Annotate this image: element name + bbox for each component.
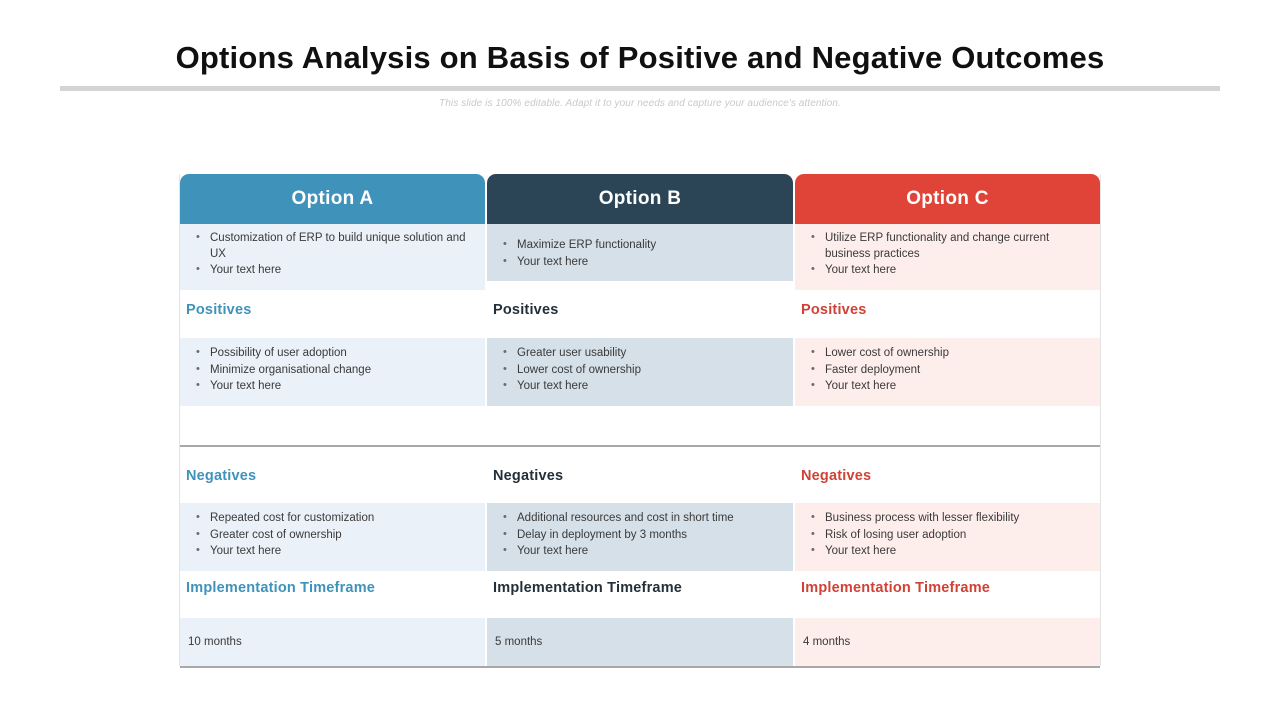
option-a-timeframe-value: 10 months — [180, 618, 485, 666]
option-c-positives-panel — [795, 338, 1100, 406]
option-a-negatives-panel — [180, 503, 485, 571]
option-a-positives-panel — [180, 338, 485, 406]
list-item: • Your text here — [190, 263, 473, 279]
implementation-label-cell-b — [487, 580, 793, 596]
implementation-cell-a — [180, 618, 485, 666]
implementation-row — [180, 618, 1100, 666]
negatives-label-c: Negatives — [801, 468, 872, 484]
negatives-label-cell-b — [487, 468, 793, 484]
section-divider — [180, 445, 1100, 447]
list-item: • Your text here — [497, 379, 781, 395]
option-b-intro-panel — [487, 224, 793, 281]
list-item: • Business process with lesser flexibility — [805, 511, 1088, 527]
list-item: • Your text here — [190, 544, 473, 560]
positives-cell-a — [180, 338, 485, 406]
list-item: • Greater cost of ownership — [190, 528, 473, 544]
intro-cell-a — [180, 224, 485, 290]
negatives-label-cell-a — [180, 468, 485, 484]
list-item: • Utilize ERP functionality and change current business practices — [805, 231, 1088, 262]
implementation-label-b: Implementation Timeframe — [493, 580, 683, 596]
positives-label-cell-a — [180, 302, 485, 318]
implementation-label-cell-a — [180, 580, 485, 596]
option-c-negatives-list — [805, 511, 1088, 560]
implementation-cell-c — [795, 618, 1100, 666]
implementation-label-cell-c — [795, 580, 1100, 596]
page-title: Options Analysis on Basis of Positive and Negative Outcomes — [175, 40, 1105, 75]
option-b-intro-list — [497, 238, 781, 270]
implementation-cell-b — [487, 618, 793, 666]
list-item: • Your text here — [190, 379, 473, 395]
options-comparison-table — [180, 150, 1100, 670]
negatives-cell-a — [180, 503, 485, 571]
list-item: • Lower cost of ownership — [497, 363, 781, 379]
option-b-negatives-list — [497, 511, 781, 560]
implementation-label-row — [180, 580, 1100, 596]
positives-label-b: Positives — [493, 302, 559, 318]
table-bottom-divider — [180, 666, 1100, 668]
option-c-positives-list — [805, 346, 1088, 395]
intro-cell-b — [487, 224, 793, 290]
option-b-timeframe-value: 5 months — [487, 618, 793, 666]
option-a-negatives-list — [190, 511, 473, 560]
list-item: • Greater user usability — [497, 346, 781, 362]
column-option-b — [487, 174, 793, 224]
list-item: • Minimize organisational change — [190, 363, 473, 379]
column-option-c — [795, 174, 1100, 224]
list-item: • Additional resources and cost in short time — [497, 511, 781, 527]
negatives-row — [180, 503, 1100, 571]
table-right-edge — [1100, 174, 1101, 666]
option-a-header[interactable]: Option A — [180, 174, 485, 224]
positives-label-c: Positives — [801, 302, 867, 318]
column-option-a — [180, 174, 485, 224]
list-item: • Your text here — [805, 263, 1088, 279]
list-item: • Risk of losing user adoption — [805, 528, 1088, 544]
option-a-intro-panel — [180, 224, 485, 290]
option-a-intro-list — [190, 231, 473, 279]
positives-cell-b — [487, 338, 793, 406]
slide-header — [0, 38, 1280, 78]
implementation-label-c: Implementation Timeframe — [801, 580, 991, 596]
list-item: • Delay in deployment by 3 months — [497, 528, 781, 544]
list-item: • Your text here — [805, 379, 1088, 395]
positives-label-cell-c — [795, 302, 1100, 318]
slide-subtitle: This slide is 100% editable. Adapt it to your needs and capture your audience's attention. — [439, 98, 841, 109]
option-b-negatives-panel — [487, 503, 793, 571]
option-b-header[interactable]: Option B — [487, 174, 793, 224]
option-a-positives-list — [190, 346, 473, 395]
negatives-label-row — [180, 468, 1100, 484]
positives-cell-c — [795, 338, 1100, 406]
positives-label-a: Positives — [186, 302, 252, 318]
list-item: • Your text here — [497, 255, 781, 271]
option-c-timeframe-value: 4 months — [795, 618, 1100, 666]
positives-label-row — [180, 302, 1100, 318]
option-c-header[interactable]: Option C — [795, 174, 1100, 224]
positives-label-cell-b — [487, 302, 793, 318]
list-item: • Lower cost of ownership — [805, 346, 1088, 362]
title-divider — [60, 86, 1220, 91]
list-item: • Possibility of user adoption — [190, 346, 473, 362]
option-b-positives-list — [497, 346, 781, 395]
intro-cell-c — [795, 224, 1100, 290]
negatives-cell-b — [487, 503, 793, 571]
negatives-label-a: Negatives — [186, 468, 257, 484]
option-intro-row — [180, 224, 1100, 290]
option-c-intro-list — [805, 231, 1088, 279]
option-c-negatives-panel — [795, 503, 1100, 571]
negatives-label-b: Negatives — [493, 468, 564, 484]
list-item: • Repeated cost for customization — [190, 511, 473, 527]
negatives-cell-c — [795, 503, 1100, 571]
option-b-positives-panel — [487, 338, 793, 406]
positives-row — [180, 338, 1100, 406]
option-headers-row — [180, 174, 1100, 224]
implementation-label-a: Implementation Timeframe — [186, 580, 376, 596]
option-c-intro-panel — [795, 224, 1100, 290]
list-item: • Your text here — [805, 544, 1088, 560]
negatives-label-cell-c — [795, 468, 1100, 484]
list-item: • Faster deployment — [805, 363, 1088, 379]
list-item: • Your text here — [497, 544, 781, 560]
list-item: • Customization of ERP to build unique solution and UX — [190, 231, 473, 262]
list-item: • Maximize ERP functionality — [497, 238, 781, 254]
